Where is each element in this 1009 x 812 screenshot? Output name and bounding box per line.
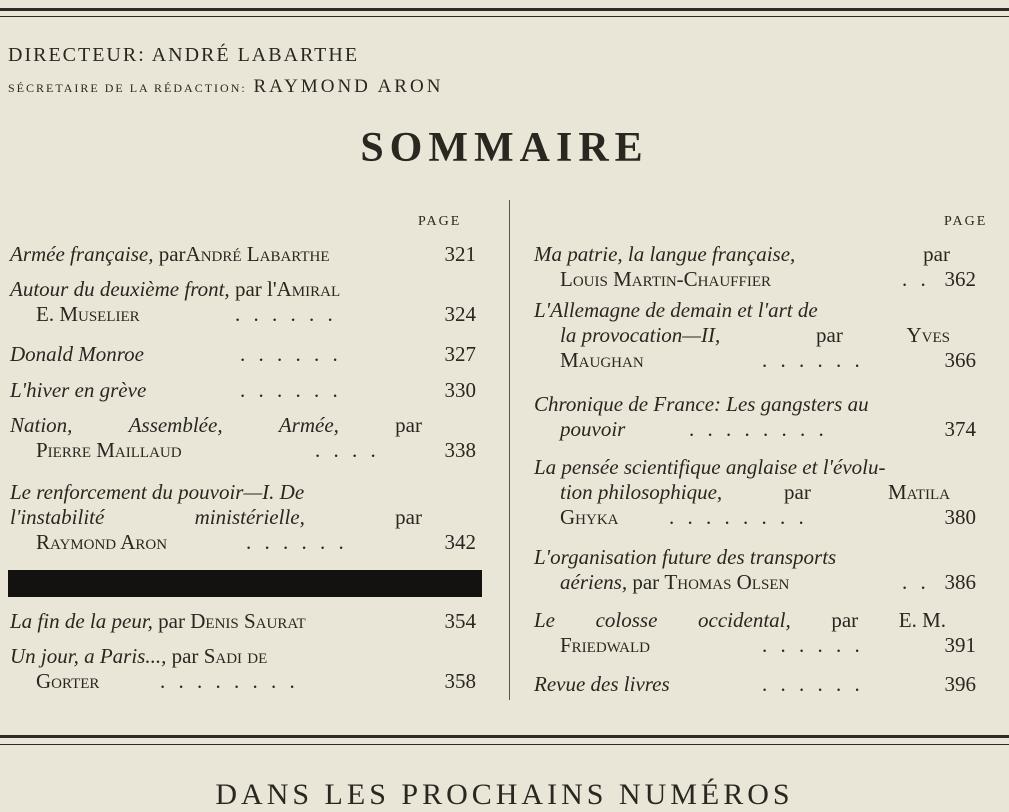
toc-entry (534, 455, 976, 530)
top-rule-thin (0, 16, 1009, 17)
toc-entry (534, 672, 976, 697)
entry-author-cont: Gorter (36, 669, 100, 693)
toc-entry (534, 392, 976, 442)
toc-entry (10, 342, 476, 367)
toc-entry (534, 298, 976, 373)
entry-dots: . . . . . . (235, 302, 337, 326)
director-label: DIRECTEUR: (8, 44, 146, 66)
entry-by: par (831, 608, 859, 632)
entry-author-cont: Friedwald (560, 633, 650, 657)
entry-by: par (158, 609, 185, 633)
entry-author: Louis Martin-Chauffier (560, 267, 772, 291)
entry-author: Denis Saurat (190, 609, 306, 633)
entry-dots: . . . . . . . . (689, 417, 828, 441)
entry-title: L'hiver en grève (10, 378, 147, 402)
entry-title: Un jour, a Paris..., (10, 644, 167, 668)
entry-author-cont: Maughan (560, 348, 644, 372)
secretary-label: SÉCRETAIRE DE LA RÉDACTION: (8, 81, 247, 95)
entry-by: par l' (234, 277, 277, 301)
entry-page: 391 (944, 633, 976, 657)
redaction-bar (8, 570, 482, 597)
entry-by: par (816, 323, 843, 347)
entry-author: Matila (888, 480, 950, 504)
top-rule-thick (0, 8, 1009, 11)
entry-title: L'Allemagne de demain et l'art de (534, 298, 818, 322)
entry-by: par (158, 242, 186, 266)
entry-page: 330 (444, 378, 476, 402)
entry-author: E. M. (898, 608, 946, 632)
entry-page: 324 (444, 302, 476, 326)
entry-dots: . . . . . . (240, 378, 342, 402)
entry-by: par (632, 570, 660, 594)
next-issues-heading: DANS LES PROCHAINS NUMÉROS (215, 778, 794, 811)
toc-entry (534, 242, 976, 292)
right-page-header: PAGE (944, 214, 988, 229)
entry-title: Armée française, (10, 242, 154, 266)
entry-title: Chronique de France: Les gangsters au (534, 392, 869, 416)
toc-entry (10, 480, 476, 555)
entry-author: Raymond Aron (36, 530, 168, 554)
entry-by: par (923, 242, 950, 266)
entry-page: 386 (944, 570, 976, 594)
entry-page: 354 (444, 609, 476, 633)
toc-entry (10, 413, 476, 463)
entry-dots: . . . . . . . . (160, 669, 299, 693)
entry-title: La pensée scientifique anglaise et l'évolu- (534, 455, 886, 479)
entry-page: 362 (944, 267, 976, 291)
entry-title-word: l'instabilité (10, 505, 105, 529)
entry-title-cont: tion philosophique, (560, 480, 723, 504)
toc-entry (534, 545, 976, 595)
toc-entry (10, 378, 476, 403)
entry-page: 327 (444, 342, 476, 366)
toc-entry (534, 608, 976, 658)
director-name: ANDRÉ LABARTHE (151, 44, 360, 66)
entry-dots: . . . . . . (762, 348, 864, 372)
entry-dots: . . (902, 570, 930, 594)
entry-author: Thomas Olsen (664, 570, 790, 594)
entry-title-word: Nation, (10, 413, 73, 437)
entry-page: 374 (944, 417, 976, 441)
entry-title-word: Assemblée, (128, 413, 223, 437)
entry-author: Pierre Maillaud (36, 438, 182, 462)
entry-title: Autour du deuxième front, (10, 277, 230, 301)
entry-author-cont: Ghyka (560, 505, 619, 529)
entry-dots: . . (902, 267, 930, 291)
secretary-name: RAYMOND ARON (253, 76, 444, 97)
entry-author: André Labarthe (185, 242, 330, 266)
entry-author: Yves (906, 323, 950, 347)
entry-title: Le renforcement du pouvoir—I. De (10, 480, 305, 504)
entry-author: Amiral (276, 277, 341, 301)
entry-page: 321 (444, 242, 476, 266)
entry-dots: . . . . . . (762, 672, 864, 696)
director-line (8, 44, 359, 67)
entry-author: Sadi de (203, 644, 268, 668)
entry-page: 396 (944, 672, 976, 696)
entry-title-word: occidental, (698, 608, 791, 632)
toc-entry (10, 242, 476, 267)
column-divider (509, 200, 510, 700)
entry-dots: . . . . . . . . (669, 505, 808, 529)
entry-page: 338 (444, 438, 476, 462)
entry-dots: . . . . (315, 438, 380, 462)
entry-title-word: Armée, (278, 413, 339, 437)
entry-title-word: ministérielle, (194, 505, 305, 529)
entry-title: Ma patrie, la langue française, (534, 242, 796, 266)
entry-title-cont: la provocation—II, (560, 323, 721, 347)
entry-page: 358 (444, 669, 476, 693)
secretary-line (8, 76, 443, 98)
entry-by: par (171, 644, 199, 668)
entry-title: Donald Monroe (10, 342, 144, 366)
toc-entry (10, 644, 476, 694)
toc-entry (10, 277, 476, 327)
entry-title-cont: pouvoir (560, 417, 626, 441)
entry-author-cont: E. Muselier (36, 302, 140, 326)
entry-by: par (395, 413, 422, 437)
entry-title: Revue des livres (534, 672, 670, 696)
entry-title-cont: aériens, (560, 570, 628, 594)
entry-title: L'organisation future des transports (534, 545, 837, 569)
entry-page: 366 (944, 348, 976, 372)
bottom-rule-thin (0, 744, 1009, 745)
entry-title-word: Le (534, 608, 555, 632)
entry-dots: . . . . . . (762, 633, 864, 657)
entry-page: 380 (944, 505, 976, 529)
entry-page: 342 (444, 530, 476, 554)
entry-by: par (784, 480, 811, 504)
entry-by: par (395, 505, 422, 529)
left-page-header: PAGE (418, 214, 462, 229)
bottom-rule-thick (0, 735, 1009, 738)
entry-dots: . . . . . . (240, 342, 342, 366)
toc-entry (10, 609, 476, 634)
entry-title-word: colosse (595, 608, 658, 632)
entry-dots: . . . . . . (246, 530, 348, 554)
page-title: SOMMAIRE (360, 125, 649, 171)
entry-title: La fin de la peur, (10, 609, 153, 633)
